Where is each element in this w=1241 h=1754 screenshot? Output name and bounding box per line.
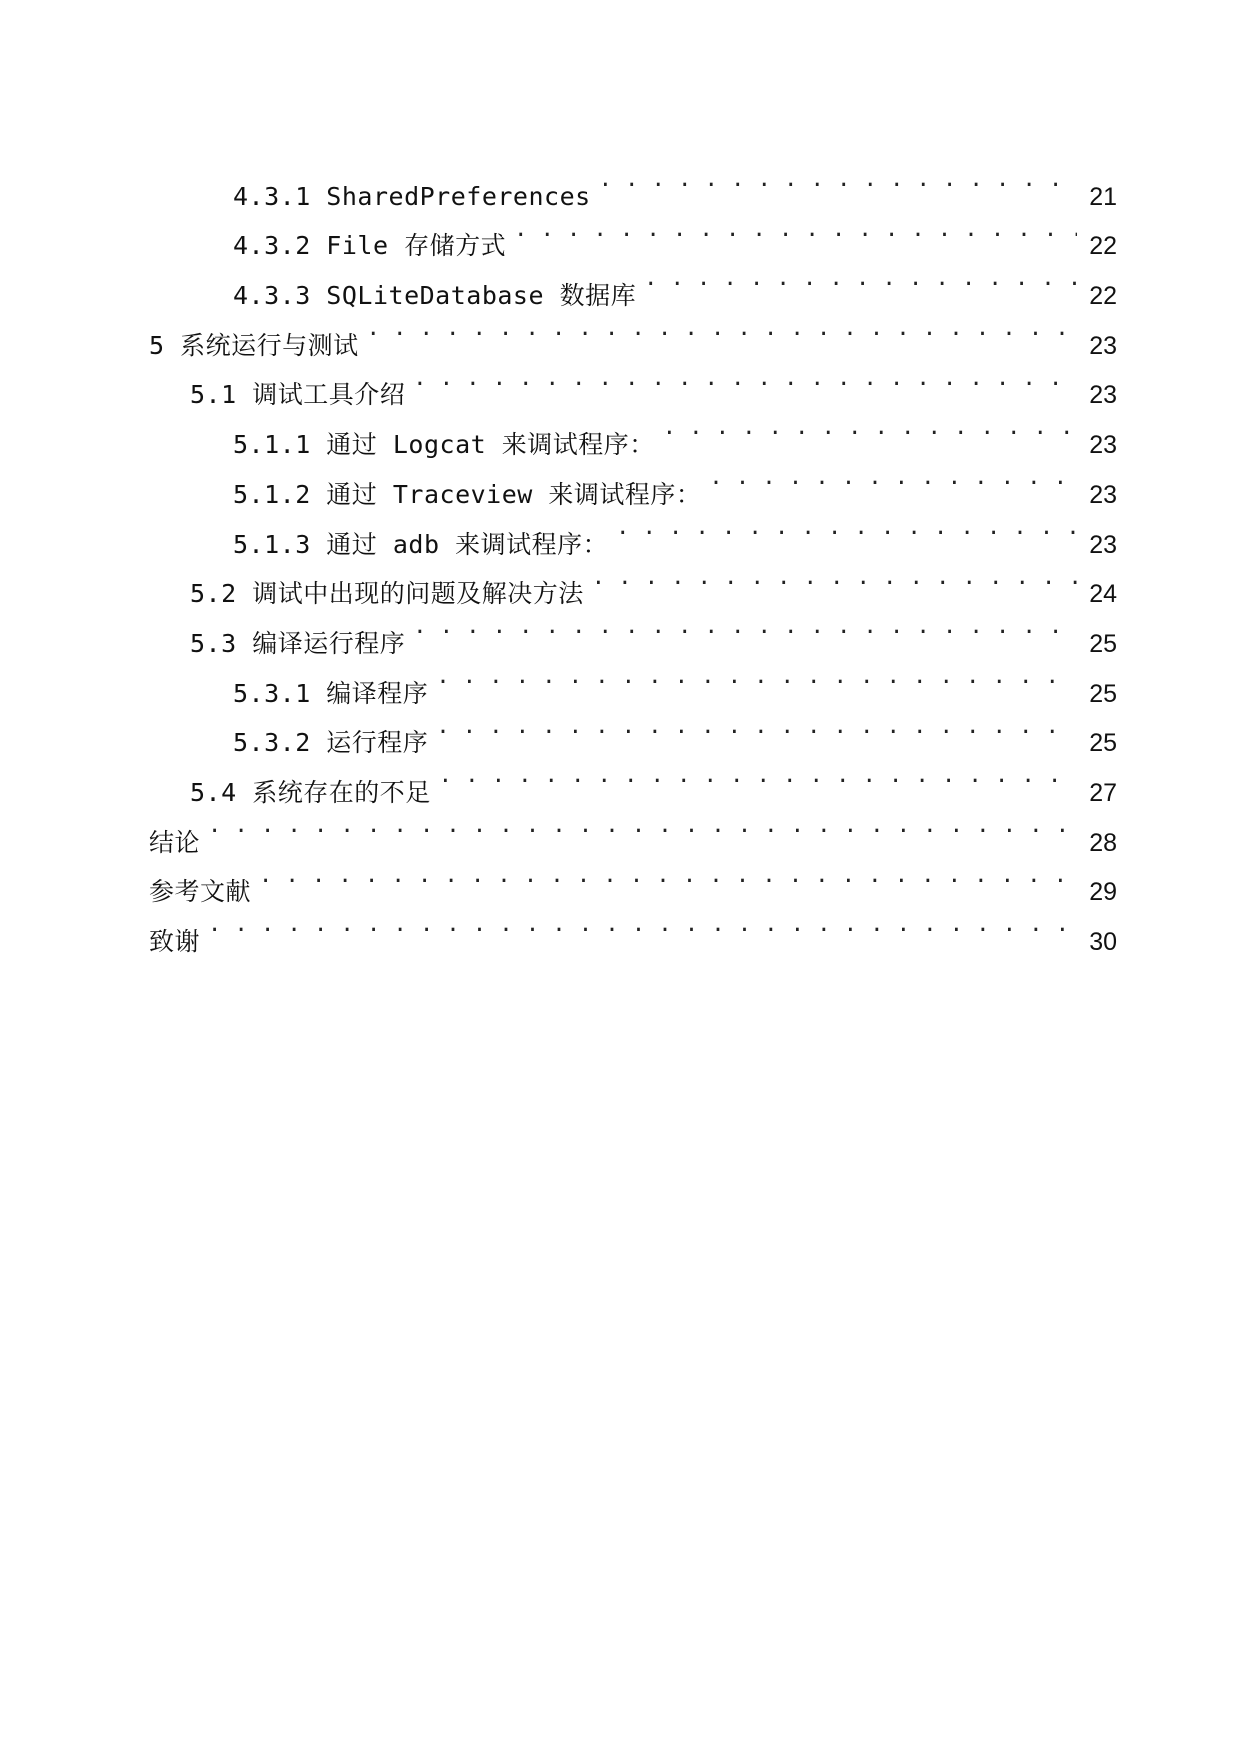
toc-entry-title: 5.1.3 通过 adb 来调试程序：: [233, 529, 609, 559]
toc-page-number: 25: [1089, 629, 1117, 658]
toc-page-number: 22: [1089, 282, 1117, 311]
toc-entry-title: 4.3.2 File 存储方式: [233, 231, 507, 261]
toc-dot-leader: [514, 205, 1077, 255]
toc-dot-leader: [663, 403, 1077, 453]
toc-page-number: 23: [1089, 431, 1117, 460]
toc-dot-leader: [413, 602, 1077, 652]
table-of-contents: [149, 155, 1117, 956]
toc-dot-leader: [599, 155, 1077, 205]
toc-page-number: 22: [1089, 232, 1117, 261]
toc-entry-title: 5.1 调试工具介绍: [190, 380, 406, 410]
toc-dot-leader: [436, 652, 1077, 702]
toc-entry-title: 5.3.1 编译程序: [233, 678, 429, 708]
toc-dot-leader: [644, 254, 1077, 304]
toc-dot-leader: [709, 453, 1077, 503]
toc-entry-title: 结论: [149, 827, 201, 857]
toc-page-number: 29: [1089, 878, 1117, 907]
toc-dot-leader: [208, 900, 1077, 950]
toc-entry-acknowledgements[interactable]: [149, 900, 1117, 956]
toc-page-number: 27: [1089, 778, 1117, 807]
toc-dot-leader: [259, 851, 1077, 901]
toc-dot-leader: [436, 702, 1077, 752]
toc-page-number: 23: [1089, 530, 1117, 559]
toc-page-number: 23: [1089, 480, 1117, 509]
toc-page-number: 30: [1089, 928, 1117, 956]
toc-entry-references[interactable]: [149, 851, 1117, 907]
toc-dot-leader: [367, 304, 1077, 354]
toc-page-number: 21: [1089, 182, 1117, 211]
toc-entry-title: 5.1.2 通过 Traceview 来调试程序：: [233, 479, 702, 509]
toc-entry-title: 4.3.3 SQLiteDatabase 数据库: [233, 281, 637, 311]
toc-entry-title: 5.1.1 通过 Logcat 来调试程序：: [233, 430, 655, 460]
toc-entry-title: 5.4 系统存在的不足: [190, 777, 431, 807]
toc-entry-title: 5.3.2 运行程序: [233, 728, 429, 758]
toc-page-number: 23: [1089, 381, 1117, 410]
toc-page-number: 28: [1089, 828, 1117, 857]
toc-page-number: 23: [1089, 331, 1117, 360]
toc-dot-leader: [616, 503, 1077, 553]
toc-entry-title: 致谢: [149, 927, 201, 956]
toc-entry-title: 5 系统运行与测试: [149, 330, 359, 360]
toc-page-number: 25: [1089, 729, 1117, 758]
toc-entry-title: 4.3.1 SharedPreferences: [233, 181, 591, 211]
toc-dot-leader: [208, 801, 1077, 851]
toc-dot-leader: [592, 553, 1077, 603]
toc-entry-title: 5.2 调试中出现的问题及解决方法: [190, 579, 584, 609]
toc-entry-title: 参考文献: [149, 877, 252, 907]
toc-entry-4-3-1[interactable]: [149, 155, 1117, 211]
toc-dot-leader: [439, 751, 1077, 801]
toc-page-number: 24: [1089, 580, 1117, 609]
toc-dot-leader: [413, 354, 1077, 404]
toc-page-number: 25: [1089, 679, 1117, 708]
toc-entry-title: 5.3 编译运行程序: [190, 628, 406, 658]
toc-entry-conclusion[interactable]: [149, 801, 1117, 857]
